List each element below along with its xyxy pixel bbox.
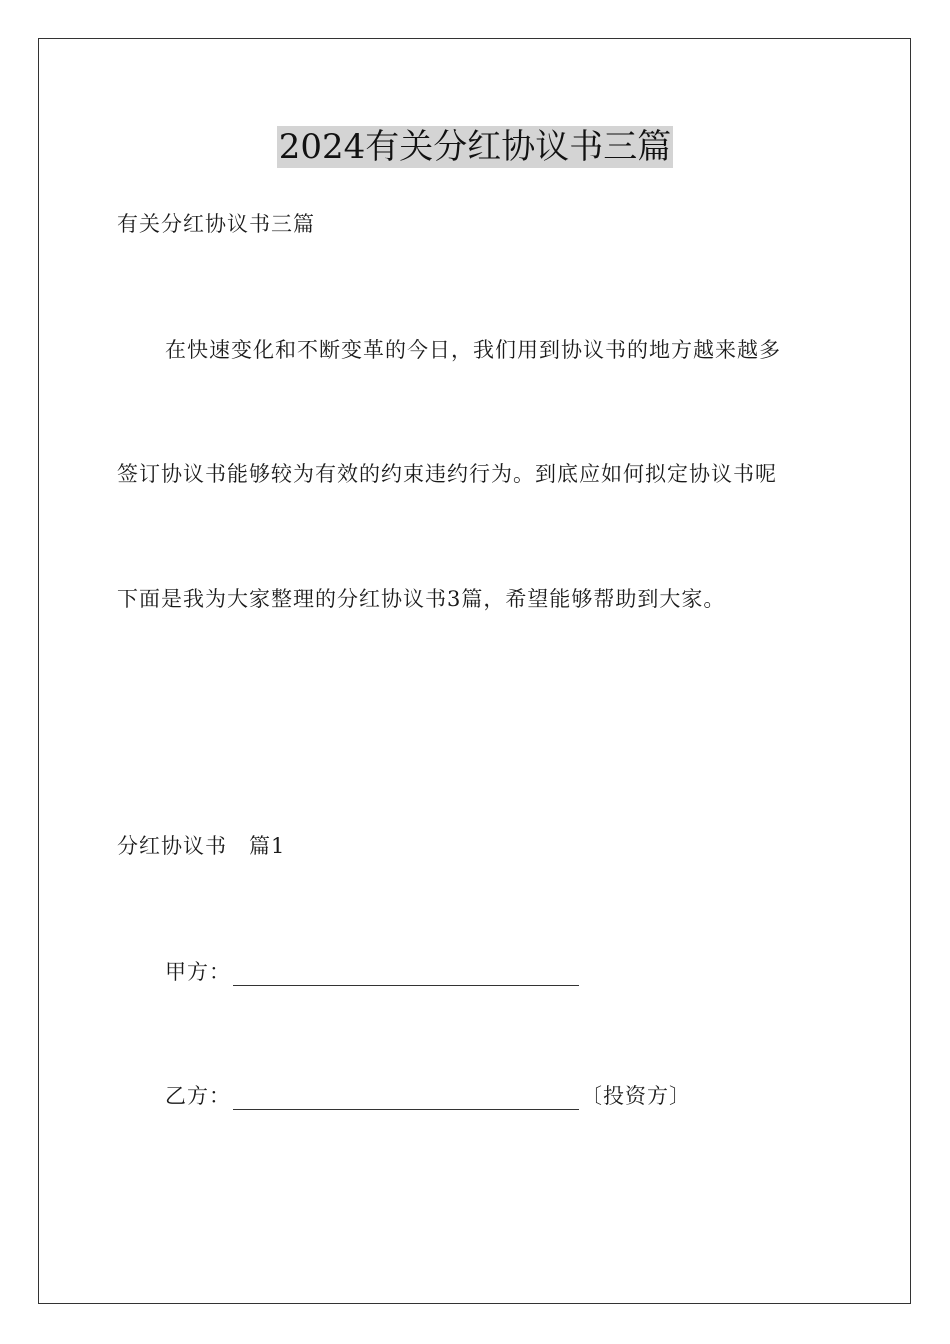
title-container	[0, 126, 950, 168]
party-a-label: 甲方：	[165, 960, 231, 984]
document-title: 2024有关分红协议书三篇	[278, 127, 672, 167]
party-a-row	[165, 958, 581, 986]
section-heading: 分红协议书 篇1	[117, 834, 286, 858]
intro-line-3: 下面是我为大家整理的分红协议书3篇，希望能够帮助到大家。	[117, 587, 726, 611]
party-a-blank-line	[233, 963, 579, 986]
intro-line-1: 在快速变化和不断变革的今日，我们用到协议书的地方越来越多	[165, 338, 781, 362]
document-subtitle: 有关分红协议书三篇	[117, 212, 315, 236]
intro-line-2: 签订协议书能够较为有效的约束违约行为。到底应如何拟定协议书呢	[117, 462, 777, 486]
party-b-row	[165, 1082, 691, 1110]
party-b-note: 〔投资方〕	[581, 1084, 691, 1108]
party-b-label: 乙方：	[165, 1084, 231, 1108]
party-b-blank-line	[233, 1087, 579, 1110]
